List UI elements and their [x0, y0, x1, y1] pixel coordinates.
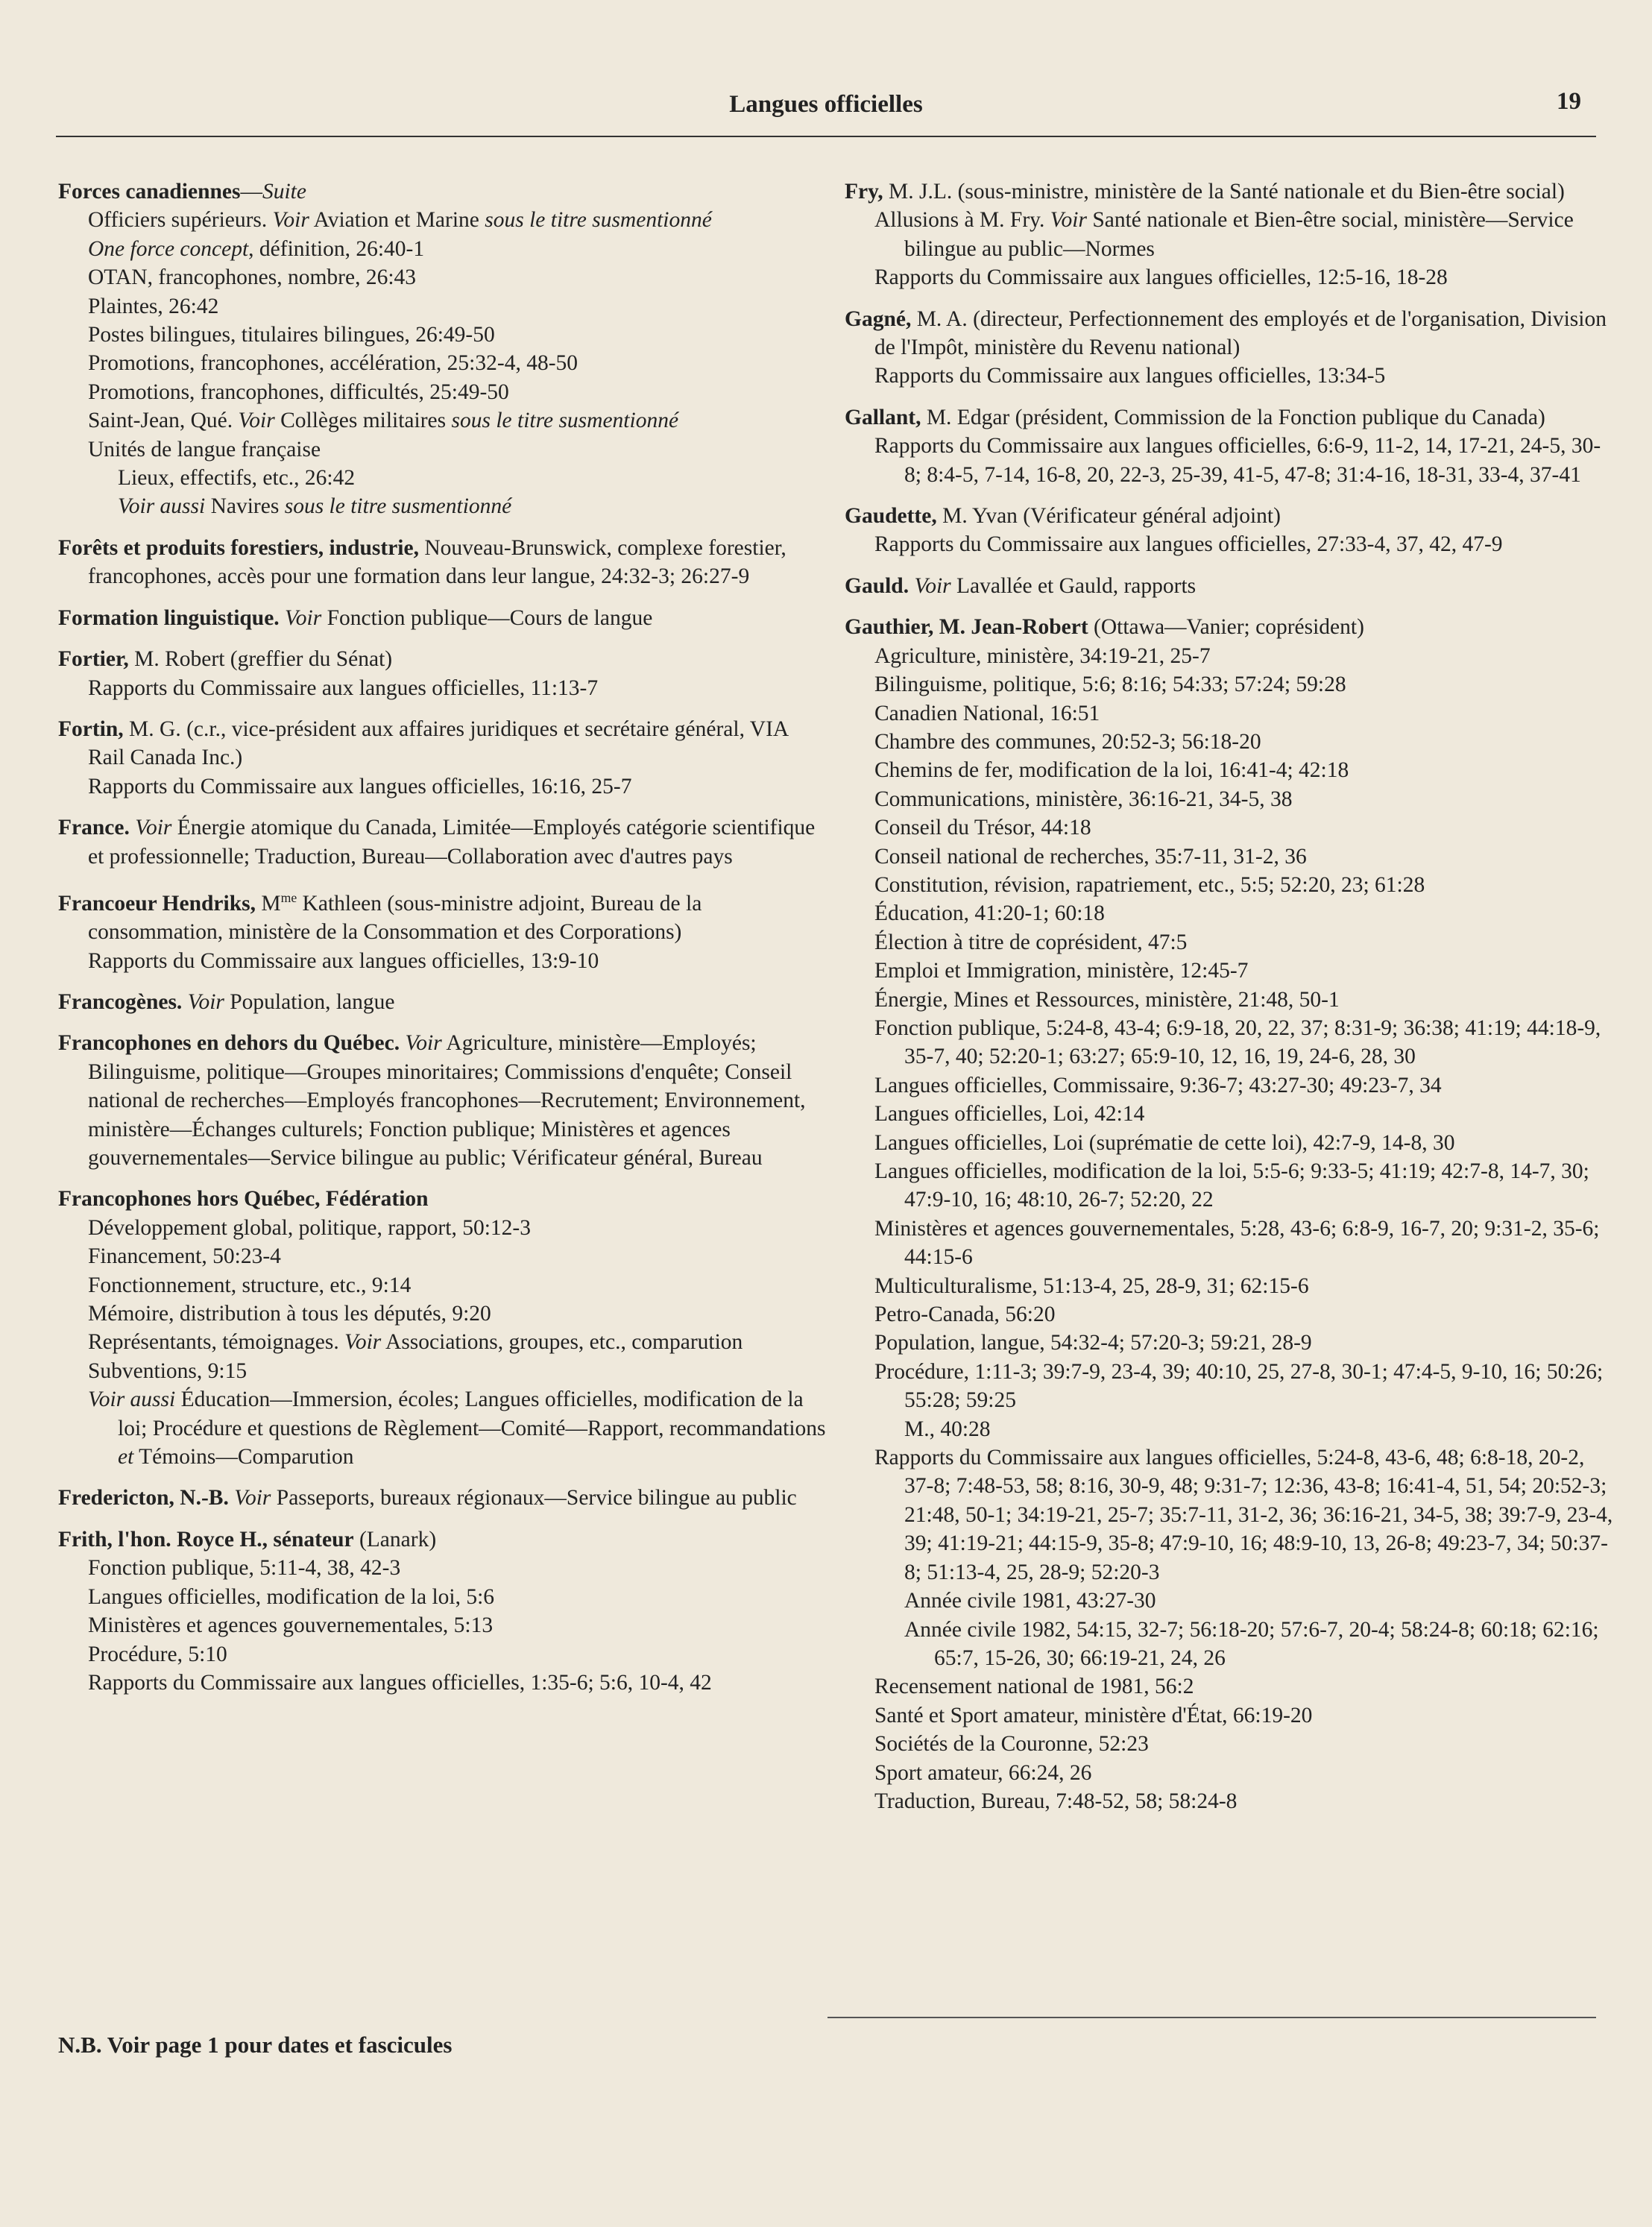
entry-heading: Frith, l'hon. Royce H., sénateur (Lanark): [58, 1527, 437, 1552]
entry-subheading: OTAN, francophones, nombre, 26:43: [88, 265, 417, 290]
index-column-right: [845, 177, 1616, 1828]
entry-subheading: Emploi et Immigration, ministère, 12:45-7: [874, 959, 1249, 983]
index-entry: [58, 715, 830, 801]
index-entry: [58, 534, 830, 591]
index-entry: [845, 613, 1616, 1815]
entry-subheading: Population, langue, 54:32-4; 57:20-3; 59:21, 28-9: [874, 1331, 1312, 1355]
entry-subheading: Conseil national de recherches, 35:7-11, 31-2, 36: [874, 844, 1307, 869]
index-entry: [845, 502, 1616, 559]
index-entry: [58, 1525, 830, 1697]
entry-heading: Gaudette, M. Yvan (Vérificateur général adjoint): [845, 504, 1281, 529]
entry-subheading: Développement global, politique, rapport, 50:12-3: [88, 1215, 531, 1240]
entry-subheading: Petro-Canada, 56:20: [874, 1303, 1056, 1327]
entry-subheading: Ministères et agences gouvernementales, 5:28, 43-6; 6:8-9, 16-7, 20; 9:31-2, 35-6; 44:15-6: [874, 1216, 1600, 1270]
entry-subheading: Éducation, 41:20-1; 60:18: [874, 901, 1105, 926]
entry-subheading: Recensement national de 1981, 56:2: [874, 1675, 1194, 1699]
entry-subheading: Chemins de fer, modification de la loi, 16:41-4; 42:18: [874, 758, 1349, 783]
entry-subheading: Représentants, témoignages. Voir Associations, groupes, etc., comparution: [88, 1330, 743, 1355]
entry-heading: Francophones hors Québec, Fédération: [58, 1187, 429, 1212]
entry-subheading: Constitution, révision, rapatriement, etc., 5:5; 52:20, 23; 61:28: [874, 872, 1425, 897]
entry-subheading: Langues officielles, Commissaire, 9:36-7; 43:27-30; 49:23-7, 34: [874, 1073, 1442, 1097]
entry-subheading: Élection à titre de coprésident, 47:5: [874, 930, 1188, 954]
index-entry: [58, 1484, 830, 1512]
entry-subheading: Mémoire, distribution à tous les députés, 9:20: [88, 1302, 491, 1326]
entry-subheading: Promotions, francophones, accélération, 25:32-4, 48-50: [88, 351, 578, 376]
entry-subheading: One force concept, définition, 26:40-1: [88, 236, 425, 261]
entry-subheading: Rapports du Commissaire aux langues officielles, 6:6-9, 11-2, 14, 17-21, 24-5, 30-8; 8:4-5, 7-14, 16-8, 20, 22-3, 25-39, 41-5, 47-8; 31:4-16, 18-31, 33-4, 37-41: [874, 434, 1601, 487]
index-entry: [58, 1185, 830, 1471]
index-entry: [58, 883, 830, 975]
index-entry: [58, 177, 830, 521]
entry-subheading: Rapports du Commissaire aux langues officielles, 13:9-10: [88, 948, 599, 973]
entry-subheading: Rapports du Commissaire aux langues officielles, 16:16, 25-7: [88, 774, 632, 798]
entry-subheading: Rapports du Commissaire aux langues officielles, 11:13-7: [88, 675, 599, 700]
entry-subheading: Fonction publique, 5:24-8, 43-4; 6:9-18, 20, 22, 37; 8:31-9; 36:38; 41:19; 44:18-9, 35-7, 40; 52:20-1; 63:27; 65:9-10, 12, 16, 19, 24-6, 28, 30: [874, 1015, 1601, 1069]
entry-subheading: Agriculture, ministère, 34:19-21, 25-7: [874, 643, 1211, 668]
index-column-left: [58, 177, 830, 1710]
entry-subheading: Chambre des communes, 20:52-3; 56:18-20: [874, 729, 1261, 754]
running-title: Langues officielles: [729, 91, 923, 118]
entry-subheading: Procédure, 5:10: [88, 1642, 227, 1666]
entry-heading: Fredericton, N.-B. Voir Passeports, bureaux régionaux—Service bilingue au public: [58, 1486, 797, 1511]
entry-subheading: Rapports du Commissaire aux langues officielles, 1:35-6; 5:6, 10-4, 42: [88, 1670, 712, 1695]
entry-heading: Gallant, M. Edgar (président, Commission de la Fonction publique du Canada): [845, 405, 1545, 429]
page-header: [56, 84, 1596, 137]
index-entry: [845, 305, 1616, 391]
entry-heading: Forces canadiennes—Suite: [58, 180, 306, 204]
entry-subheading: Fonctionnement, structure, etc., 9:14: [88, 1273, 412, 1297]
page-number: 19: [1557, 88, 1581, 115]
entry-subheading: Santé et Sport amateur, ministère d'État, 66:19-20: [874, 1703, 1313, 1727]
footer-rule: [827, 2017, 1596, 2018]
entry-subheading: Voir aussi Éducation—Immersion, écoles; Langues officielles, modification de la loi; Procédure et questions de Règlement—Comité—Rapport, recommandations et Témoins—Comparution: [88, 1387, 826, 1470]
entry-subheading: Rapports du Commissaire aux langues officielles, 5:24-8, 43-6, 48; 6:8-18, 20-2, 37-8; 7:48-53, 58; 8:16, 30-9, 48; 9:31-7; 12:36, 43-8; 16:41-4, 51, 54; 20:52-3; 21:48, 50-1; 34:19-21, 25-7; 35:7-11, 31-2, 36; 36:16-21, 34-5, 38; 39:7-9, 23-4, 39; 41:19-21; 44:15-9, 35-8; 47:9-10, 16; 48:9-10, 13, 26-8; 49:23-7, 34; 50:37-8; 51:13-4, 25, 28-9; 52:20-3: [874, 1446, 1613, 1584]
entry-subheading: Unités de langue française: [88, 437, 321, 462]
entry-heading: Gagné, M. A. (directeur, Perfectionnement des employés et de l'organisation, Division de l'Impôt, ministère du Revenu national): [845, 306, 1607, 360]
entry-heading: Fortin, M. G. (c.r., vice-président aux affaires juridiques et secrétaire général, VIA Rail Canada Inc.): [58, 716, 788, 770]
index-entry: [58, 604, 830, 632]
entry-subheading: Allusions à M. Fry. Voir Santé nationale et Bien-être social, ministère—Service bilingue au public—Normes: [874, 208, 1574, 261]
entry-subheading: Langues officielles, Loi, 42:14: [874, 1102, 1145, 1127]
entry-subheading: Procédure, 1:11-3; 39:7-9, 23-4, 39; 40:10, 25, 27-8, 30-1; 47:4-5, 9-10, 16; 50:26; 55:28; 59:25: [874, 1359, 1604, 1413]
index-entry: [58, 1029, 830, 1172]
index-entry: [58, 988, 830, 1016]
entry-subheading: Canadien National, 16:51: [874, 701, 1100, 725]
entry-heading: Fry, M. J.L. (sous-ministre, ministère de la Santé nationale et du Bien-être social): [845, 180, 1565, 204]
entry-subheading: Lieux, effectifs, etc., 26:42: [118, 466, 356, 491]
entry-subheading: Voir aussi Navires sous le titre susmentionné: [118, 494, 512, 519]
entry-heading: Formation linguistique. Voir Fonction publique—Cours de langue: [58, 605, 653, 630]
index-entry: [845, 403, 1616, 489]
entry-subheading: Saint-Jean, Qué. Voir Collèges militaires sous le titre susmentionné: [88, 409, 679, 433]
entry-subheading: Traduction, Bureau, 7:48-52, 58; 58:24-8: [874, 1789, 1238, 1813]
entry-heading: France. Voir Énergie atomique du Canada, Limitée—Employés catégorie scientifique et professionnelle; Traduction, Bureau—Collaboration avec d'autres pays: [58, 816, 816, 869]
entry-heading: Forêts et produits forestiers, industrie, Nouveau-Brunswick, complexe forestier, francophones, accès pour une formation dans leur langue, 24:32-3; 26:27-9: [58, 535, 786, 589]
entry-heading: Francogènes. Voir Population, langue: [58, 989, 395, 1014]
entry-subheading: M., 40:28: [904, 1417, 991, 1441]
entry-subheading: Fonction publique, 5:11-4, 38, 42-3: [88, 1556, 401, 1581]
entry-subheading: Plaintes, 26:42: [88, 294, 219, 318]
entry-heading: Francoeur Hendriks, $M^{me}$ Kathleen (sous-ministre adjoint, Bureau de la consommation, ministère de la Consommation et des Corporations): [58, 889, 702, 945]
entry-subheading: Subventions, 9:15: [88, 1358, 248, 1383]
entry-subheading: Année civile 1982, 54:15, 32-7; 56:18-20; 57:6-7, 20-4; 58:24-8; 60:18; 62:16; 65:7, 15-26, 30; 66:19-21, 24, 26: [904, 1617, 1599, 1670]
entry-subheading: Langues officielles, modification de la loi, 5:6: [88, 1584, 495, 1609]
index-entry: [845, 572, 1616, 600]
index-entry: [845, 177, 1616, 292]
entry-subheading: Conseil du Trésor, 44:18: [874, 816, 1091, 840]
entry-subheading: Année civile 1981, 43:27-30: [904, 1589, 1156, 1613]
entry-subheading: Rapports du Commissaire aux langues officielles, 27:33-4, 37, 42, 47-9: [874, 532, 1503, 557]
entry-subheading: Énergie, Mines et Ressources, ministère, 21:48, 50-1: [874, 987, 1340, 1012]
entry-subheading: Langues officielles, Loi (suprématie de cette loi), 42:7-9, 14-8, 30: [874, 1130, 1455, 1155]
footer-note: N.B. Voir page 1 pour dates et fascicules: [58, 2032, 453, 2058]
entry-subheading: Rapports du Commissaire aux langues officielles, 13:34-5: [874, 364, 1386, 388]
entry-heading: Francophones en dehors du Québec. Voir Agriculture, ministère—Employés; Bilinguisme, politique—Groupes minoritaires; Commissions d'enquête; Conseil national de recherches—Employés francophones—Recrutement; Environnement, ministère—Échanges culturels; Fonction publique; Ministères et agences gouvernementales—Service bilingue au public; Vérificateur général, Bureau: [58, 1031, 806, 1171]
entry-subheading: Ministères et agences gouvernementales, 5:13: [88, 1613, 494, 1638]
entry-heading: Gauld. Voir Lavallée et Gauld, rapports: [845, 573, 1197, 598]
entry-subheading: Communications, ministère, 36:16-21, 34-5, 38: [874, 787, 1293, 811]
entry-subheading: Sport amateur, 66:24, 26: [874, 1760, 1092, 1785]
entry-subheading: Rapports du Commissaire aux langues officielles, 12:5-16, 18-28: [874, 265, 1448, 290]
entry-subheading: Sociétés de la Couronne, 52:23: [874, 1732, 1149, 1757]
index-entry: [58, 813, 830, 871]
entry-subheading: Bilinguisme, politique, 5:6; 8:16; 54:33; 57:24; 59:28: [874, 672, 1346, 697]
entry-subheading: Promotions, francophones, difficultés, 25:49-50: [88, 379, 509, 404]
entry-subheading: Postes bilingues, titulaires bilingues, 26:49-50: [88, 323, 495, 347]
index-entry: [58, 645, 830, 702]
entry-subheading: Financement, 50:23-4: [88, 1244, 281, 1269]
entry-heading: Fortier, M. Robert (greffier du Sénat): [58, 647, 393, 672]
entry-subheading: Langues officielles, modification de la loi, 5:5-6; 9:33-5; 41:19; 42:7-8, 14-7, 30; 47:9-10, 16; 48:10, 26-7; 52:20, 22: [874, 1159, 1589, 1212]
entry-subheading: Multiculturalisme, 51:13-4, 25, 28-9, 31; 62:15-6: [874, 1273, 1309, 1298]
entry-heading: Gauthier, M. Jean-Robert (Ottawa—Vanier; coprésident): [845, 615, 1364, 640]
entry-subheading: Officiers supérieurs. Voir Aviation et Marine sous le titre susmentionné: [88, 208, 712, 233]
